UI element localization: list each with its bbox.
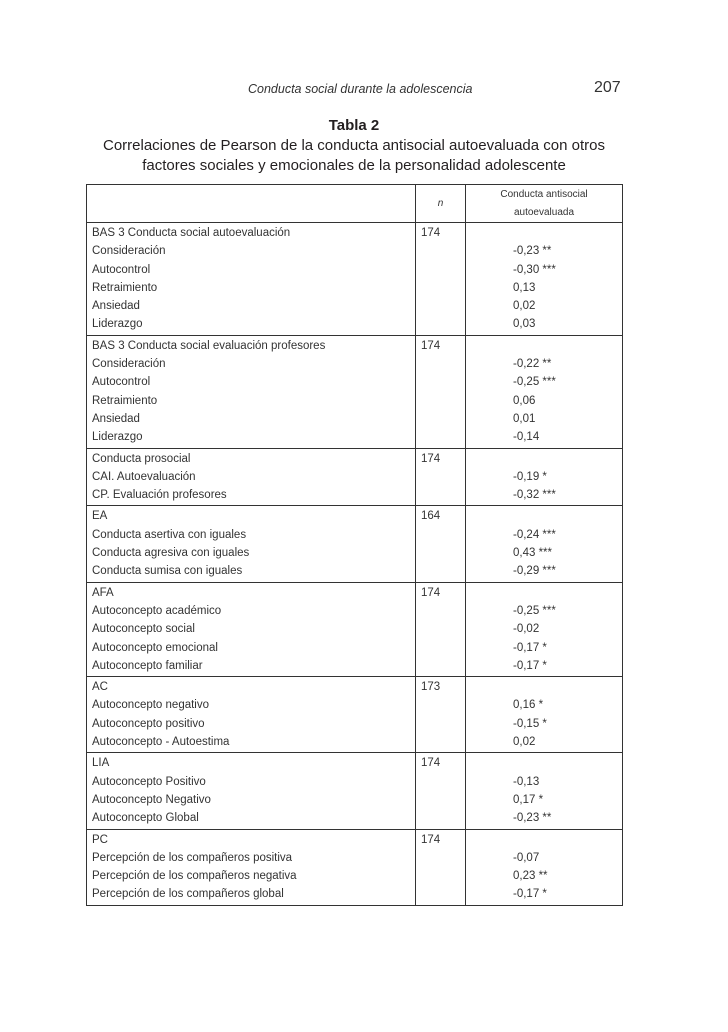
table-row xyxy=(87,620,623,638)
header-row xyxy=(87,185,623,223)
group-title-row xyxy=(87,223,623,243)
table-row xyxy=(87,261,623,279)
row-correlation-cell xyxy=(466,733,623,753)
group-title: Conducta prosocial xyxy=(87,448,416,468)
caption-line-2: factores sociales y emocionales de la personalidad adolescente xyxy=(142,157,566,174)
row-label: Autoconcepto Global xyxy=(87,809,416,829)
table-row xyxy=(87,355,623,373)
row-label: Autocontrol xyxy=(87,261,416,279)
group-n: 174 xyxy=(416,753,466,773)
group-r-empty xyxy=(466,506,623,526)
header-n: n xyxy=(416,185,466,223)
row-correlation: 0,02 xyxy=(513,300,536,313)
group-title-row xyxy=(87,335,623,355)
row-label: Percepción de los compañeros positiva xyxy=(87,849,416,867)
row-n-empty xyxy=(416,809,466,829)
row-n-empty xyxy=(416,279,466,297)
row-label: Consideración xyxy=(87,355,416,373)
table-row xyxy=(87,315,623,335)
row-correlation: -0,07 xyxy=(513,851,540,864)
table-group xyxy=(87,582,623,676)
table-row xyxy=(87,392,623,410)
row-correlation-cell xyxy=(466,562,623,582)
row-correlation: -0,17 * xyxy=(513,888,547,901)
row-label: Conducta agresiva con iguales xyxy=(87,544,416,562)
table-group xyxy=(87,223,623,336)
row-correlation-cell xyxy=(466,279,623,297)
group-r-empty xyxy=(466,829,623,849)
row-correlation-cell xyxy=(466,715,623,733)
header-correlation-line-2: autoevaluada xyxy=(513,206,575,218)
row-correlation-cell xyxy=(466,867,623,885)
table-row xyxy=(87,809,623,829)
row-correlation: 0,17 * xyxy=(513,793,544,806)
row-correlation-cell xyxy=(466,791,623,809)
group-title-row xyxy=(87,753,623,773)
row-correlation: -0,13 xyxy=(513,775,540,788)
row-correlation-cell xyxy=(466,261,623,279)
group-n: 173 xyxy=(416,677,466,697)
row-correlation-cell xyxy=(466,849,623,867)
row-label: Retraimiento xyxy=(87,279,416,297)
header-correlation xyxy=(466,185,623,223)
table-row xyxy=(87,639,623,657)
table-group xyxy=(87,448,623,506)
row-label: Ansiedad xyxy=(87,410,416,428)
row-label: CAI. Autoevaluación xyxy=(87,468,416,486)
group-r-empty xyxy=(466,677,623,697)
row-n-empty xyxy=(416,602,466,620)
correlation-table xyxy=(86,184,623,906)
table-group xyxy=(87,677,623,753)
table-row xyxy=(87,468,623,486)
table-group xyxy=(87,506,623,582)
row-n-empty xyxy=(416,867,466,885)
row-n-empty xyxy=(416,562,466,582)
row-correlation: -0,30 *** xyxy=(513,263,556,276)
table-row xyxy=(87,885,623,905)
row-label: Liderazgo xyxy=(87,315,416,335)
row-n-empty xyxy=(416,733,466,753)
row-label: Percepción de los compañeros global xyxy=(87,885,416,905)
row-correlation: -0,23 ** xyxy=(513,245,552,258)
running-title: Conducta social durante la adolescencia xyxy=(248,82,473,96)
group-title-row xyxy=(87,829,623,849)
row-correlation-cell xyxy=(466,486,623,506)
table-row xyxy=(87,544,623,562)
table-row xyxy=(87,657,623,677)
table-row xyxy=(87,773,623,791)
row-label: Consideración xyxy=(87,242,416,260)
row-n-empty xyxy=(416,297,466,315)
row-correlation-cell xyxy=(466,657,623,677)
table-row xyxy=(87,867,623,885)
row-label: Retraimiento xyxy=(87,392,416,410)
row-correlation-cell xyxy=(466,526,623,544)
row-correlation: -0,02 xyxy=(513,623,540,636)
table-row xyxy=(87,526,623,544)
table-row xyxy=(87,849,623,867)
row-correlation: 0,06 xyxy=(513,394,536,407)
row-correlation-cell xyxy=(466,242,623,260)
row-correlation: -0,29 *** xyxy=(513,565,556,578)
table-group xyxy=(87,335,623,448)
row-n-empty xyxy=(416,791,466,809)
table-header xyxy=(87,185,623,223)
group-r-empty xyxy=(466,335,623,355)
row-label: Autoconcepto académico xyxy=(87,602,416,620)
row-n-empty xyxy=(416,526,466,544)
row-n-empty xyxy=(416,696,466,714)
row-correlation-cell xyxy=(466,809,623,829)
row-correlation: -0,17 * xyxy=(513,641,547,654)
group-title-row xyxy=(87,582,623,602)
row-label: Autoconcepto negativo xyxy=(87,696,416,714)
row-correlation-cell xyxy=(466,315,623,335)
table-row xyxy=(87,602,623,620)
row-n-empty xyxy=(416,242,466,260)
group-title-row xyxy=(87,506,623,526)
group-n: 174 xyxy=(416,335,466,355)
header-correlation-line-1: Conducta antisocial xyxy=(500,188,588,200)
row-n-empty xyxy=(416,544,466,562)
running-head xyxy=(0,79,728,102)
table-row xyxy=(87,791,623,809)
table-row xyxy=(87,715,623,733)
group-r-empty xyxy=(466,448,623,468)
row-correlation: 0,23 ** xyxy=(513,870,548,883)
row-correlation: 0,02 xyxy=(513,736,536,749)
row-correlation: -0,25 *** xyxy=(513,604,556,617)
row-n-empty xyxy=(416,428,466,448)
row-n-empty xyxy=(416,486,466,506)
row-correlation: 0,03 xyxy=(513,318,536,331)
row-n-empty xyxy=(416,392,466,410)
row-correlation: -0,14 xyxy=(513,431,540,444)
table-row xyxy=(87,696,623,714)
row-correlation-cell xyxy=(466,428,623,448)
row-n-empty xyxy=(416,261,466,279)
group-title: PC xyxy=(87,829,416,849)
table-row xyxy=(87,562,623,582)
table-row xyxy=(87,279,623,297)
table-caption xyxy=(86,116,622,176)
row-correlation-cell xyxy=(466,885,623,905)
row-correlation-cell xyxy=(466,639,623,657)
table-row xyxy=(87,486,623,506)
row-correlation: 0,43 *** xyxy=(513,547,553,560)
row-correlation: -0,19 * xyxy=(513,470,547,483)
row-correlation-cell xyxy=(466,544,623,562)
group-title: BAS 3 Conducta social evaluación profesores xyxy=(87,335,416,355)
row-correlation-cell xyxy=(466,410,623,428)
row-correlation-cell xyxy=(466,373,623,391)
row-label: Autoconcepto - Autoestima xyxy=(87,733,416,753)
row-n-empty xyxy=(416,773,466,791)
row-label: Percepción de los compañeros negativa xyxy=(87,867,416,885)
group-title: LIA xyxy=(87,753,416,773)
row-n-empty xyxy=(416,373,466,391)
row-label: Ansiedad xyxy=(87,297,416,315)
row-correlation: 0,13 xyxy=(513,281,536,294)
row-correlation: -0,22 ** xyxy=(513,358,552,371)
row-label: Autoconcepto emocional xyxy=(87,639,416,657)
row-correlation: 0,01 xyxy=(513,412,536,425)
row-label: CP. Evaluación profesores xyxy=(87,486,416,506)
group-r-empty xyxy=(466,223,623,243)
page-number: 207 xyxy=(594,79,621,96)
row-correlation: -0,17 * xyxy=(513,659,547,672)
group-title-row xyxy=(87,448,623,468)
row-n-empty xyxy=(416,715,466,733)
group-title: BAS 3 Conducta social autoevaluación xyxy=(87,223,416,243)
group-r-empty xyxy=(466,582,623,602)
row-n-empty xyxy=(416,468,466,486)
row-label: Conducta asertiva con iguales xyxy=(87,526,416,544)
group-n: 164 xyxy=(416,506,466,526)
table-row xyxy=(87,428,623,448)
row-label: Autoconcepto Negativo xyxy=(87,791,416,809)
row-n-empty xyxy=(416,315,466,335)
row-label: Conducta sumisa con iguales xyxy=(87,562,416,582)
table-group xyxy=(87,753,623,829)
row-label: Autoconcepto social xyxy=(87,620,416,638)
table-row xyxy=(87,410,623,428)
table-row xyxy=(87,733,623,753)
group-title: AC xyxy=(87,677,416,697)
group-n: 174 xyxy=(416,448,466,468)
table-row xyxy=(87,373,623,391)
row-n-empty xyxy=(416,410,466,428)
row-n-empty xyxy=(416,885,466,905)
row-correlation-cell xyxy=(466,620,623,638)
row-correlation: -0,15 * xyxy=(513,717,547,730)
caption-line-1: Correlaciones de Pearson de la conducta antisocial autoevaluada con otros xyxy=(103,137,605,154)
row-correlation: -0,24 *** xyxy=(513,528,556,541)
row-label: Autoconcepto Positivo xyxy=(87,773,416,791)
row-n-empty xyxy=(416,639,466,657)
row-correlation-cell xyxy=(466,602,623,620)
table-label: Tabla 2 xyxy=(328,117,380,134)
row-n-empty xyxy=(416,620,466,638)
row-label: Liderazgo xyxy=(87,428,416,448)
row-correlation-cell xyxy=(466,392,623,410)
table-row xyxy=(87,297,623,315)
row-n-empty xyxy=(416,657,466,677)
group-n: 174 xyxy=(416,829,466,849)
row-correlation-cell xyxy=(466,696,623,714)
row-n-empty xyxy=(416,355,466,373)
group-r-empty xyxy=(466,753,623,773)
row-correlation: -0,23 ** xyxy=(513,812,552,825)
group-n: 174 xyxy=(416,582,466,602)
row-correlation: 0,16 * xyxy=(513,699,544,712)
table-row xyxy=(87,242,623,260)
row-correlation-cell xyxy=(466,468,623,486)
header-variable xyxy=(87,185,416,223)
group-title-row xyxy=(87,677,623,697)
row-label: Autoconcepto familiar xyxy=(87,657,416,677)
group-title: AFA xyxy=(87,582,416,602)
row-label: Autocontrol xyxy=(87,373,416,391)
row-correlation: -0,25 *** xyxy=(513,376,556,389)
table-group xyxy=(87,829,623,905)
row-correlation-cell xyxy=(466,773,623,791)
group-n: 174 xyxy=(416,223,466,243)
row-correlation-cell xyxy=(466,355,623,373)
row-correlation: -0,32 *** xyxy=(513,489,556,502)
row-correlation-cell xyxy=(466,297,623,315)
row-n-empty xyxy=(416,849,466,867)
row-label: Autoconcepto positivo xyxy=(87,715,416,733)
group-title: EA xyxy=(87,506,416,526)
